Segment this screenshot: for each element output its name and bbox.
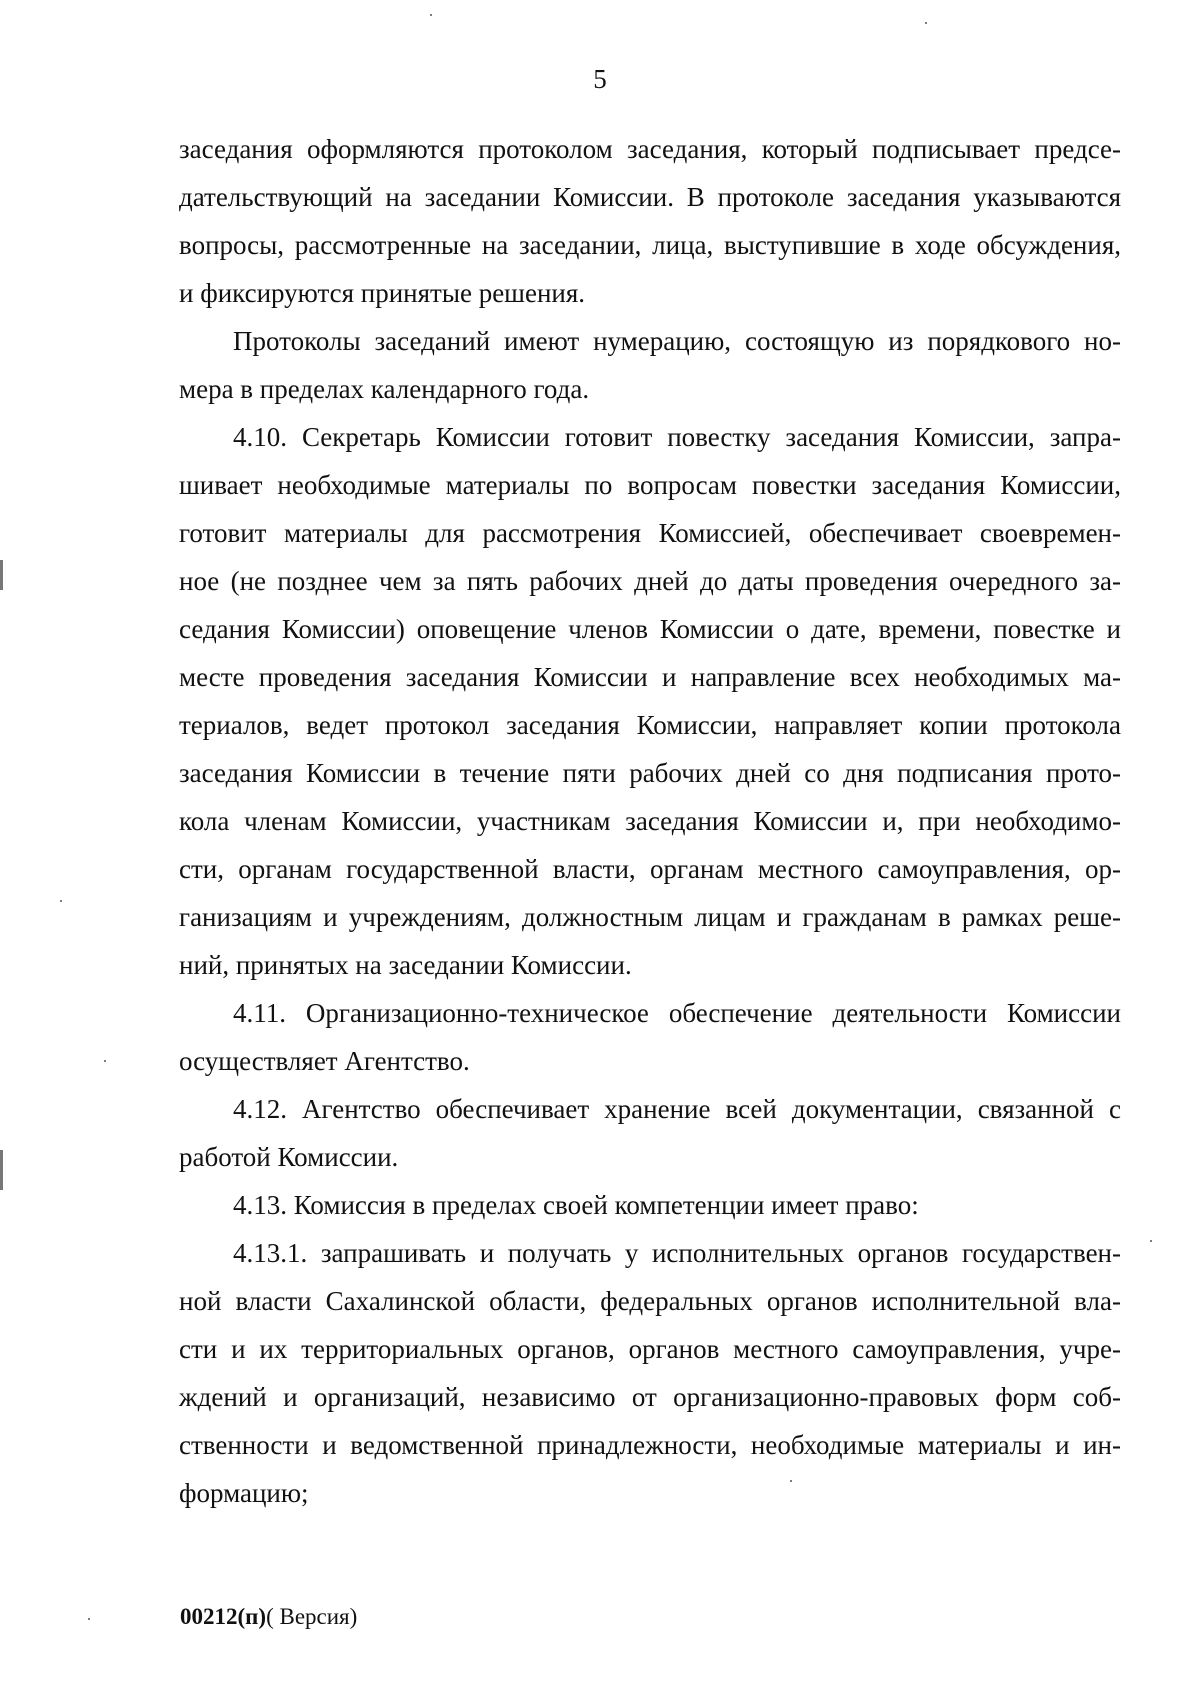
page-number: 5 bbox=[593, 64, 607, 94]
text-line: осуществляет Агентство. bbox=[179, 1046, 470, 1076]
scan-speck bbox=[88, 1618, 90, 1620]
scan-speck bbox=[60, 900, 62, 902]
text-line: седания Комиссии) оповещение членов Комиссии о дате, времени, повестке и bbox=[179, 614, 1121, 644]
scan-edge-mark bbox=[0, 1150, 3, 1190]
scan-speck bbox=[430, 14, 432, 16]
text-line: и фиксируются принятые решения. bbox=[179, 278, 586, 308]
paragraph bbox=[179, 317, 1121, 413]
text-line: дательствующий на заседании Комиссии. В протоколе заседания указываются bbox=[179, 182, 1121, 212]
text-line: ждений и организаций, независимо от организационно-правовых форм соб- bbox=[179, 1382, 1121, 1412]
document-footer bbox=[180, 1605, 357, 1628]
scan-edge-mark bbox=[0, 560, 3, 590]
text-line: 4.12. Агентство обеспечивает хранение всей документации, связанной с bbox=[233, 1094, 1121, 1124]
text-line: ганизациям и учреждениям, должностным лицам и гражданам в рамках реше- bbox=[179, 902, 1121, 932]
text-line: формацию; bbox=[179, 1478, 309, 1508]
text-line: заседания Комиссии в течение пяти рабочих дней со дня подписания прото- bbox=[179, 758, 1121, 788]
scan-speck bbox=[1150, 1240, 1152, 1242]
paragraph bbox=[179, 1085, 1121, 1181]
text-line: Протоколы заседаний имеют нумерацию, состоящую из порядкового но- bbox=[233, 326, 1121, 356]
text-line: сти и их территориальных органов, органов местного самоуправления, учре- bbox=[179, 1334, 1121, 1364]
text-line: сти, органам государственной власти, органам местного самоуправления, ор- bbox=[179, 854, 1121, 884]
text-line: 4.10. Секретарь Комиссии готовит повестку заседания Комиссии, запра- bbox=[233, 422, 1121, 452]
text-line: ний, принятых на заседании Комиссии. bbox=[179, 950, 632, 980]
paragraph bbox=[179, 1229, 1121, 1517]
text-line: териалов, ведет протокол заседания Комиссии, направляет копии протокола bbox=[179, 710, 1121, 740]
text-line: шивает необходимые материалы по вопросам повестки заседания Комиссии, bbox=[179, 470, 1121, 500]
text-line: мера в пределах календарного года. bbox=[179, 374, 590, 404]
text-line: заседания оформляются протоколом заседания, который подписывает предсе- bbox=[179, 134, 1121, 164]
text-line: 4.13. Комиссия в пределах своей компетенции имеет право: bbox=[233, 1190, 919, 1220]
document-code: 00212(п) bbox=[180, 1604, 267, 1629]
text-line: работой Комиссии. bbox=[179, 1142, 399, 1172]
text-line: ное (не позднее чем за пять рабочих дней до даты проведения очередного за- bbox=[179, 566, 1121, 596]
text-line: ственности и ведомственной принадлежности, необходимые материалы и ин- bbox=[179, 1430, 1121, 1460]
text-line: 4.13.1. запрашивать и получать у исполнительных органов государствен- bbox=[233, 1238, 1121, 1268]
paragraph bbox=[179, 125, 1121, 317]
paragraph bbox=[179, 413, 1121, 989]
text-line: готовит материалы для рассмотрения Комиссией, обеспечивает своевремен- bbox=[179, 518, 1121, 548]
document-version: ( Версия) bbox=[266, 1604, 358, 1629]
paragraph bbox=[179, 989, 1121, 1085]
scan-speck bbox=[925, 22, 927, 24]
text-line: кола членам Комиссии, участникам заседания Комиссии и, при необходимо- bbox=[179, 806, 1121, 836]
text-line: 4.11. Организационно-техническое обеспечение деятельности Комиссии bbox=[233, 998, 1121, 1028]
text-line: вопросы, рассмотренные на заседании, лица, выступившие в ходе обсуждения, bbox=[179, 230, 1121, 260]
paragraph bbox=[179, 1181, 1121, 1229]
text-line: месте проведения заседания Комиссии и направление всех необходимых ма- bbox=[179, 662, 1121, 692]
scan-speck bbox=[790, 1480, 792, 1482]
scan-speck bbox=[104, 1060, 106, 1062]
document-body bbox=[179, 125, 1121, 1517]
text-line: ной власти Сахалинской области, федеральных органов исполнительной вла- bbox=[179, 1286, 1121, 1316]
